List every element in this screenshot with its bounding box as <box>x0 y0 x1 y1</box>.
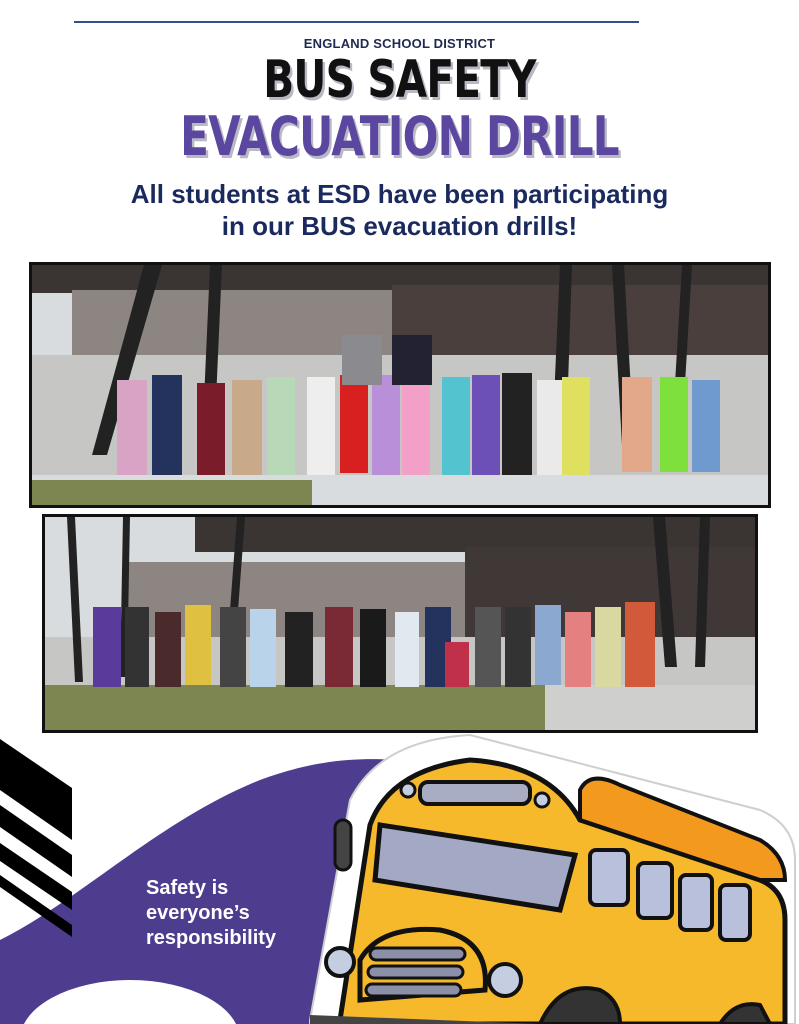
slogan-line-3: responsibility <box>146 927 277 949</box>
subtitle <box>0 178 799 242</box>
older-students-group-photo <box>42 514 758 733</box>
photo-illustration <box>32 265 768 505</box>
elementary-students-group-photo <box>29 262 771 508</box>
subtitle-line-1: All students at ESD have been participating <box>130 179 669 209</box>
title-bus-safety: BUS SAFETY <box>263 50 536 110</box>
header-divider <box>74 21 639 23</box>
subtitle-line-2: in our BUS evacuation drills! <box>221 211 578 241</box>
school-bus-icon <box>290 730 799 1024</box>
slogan-line-1: Safety is <box>146 877 229 899</box>
district-name: ENGLAND SCHOOL DISTRICT <box>303 36 496 51</box>
chevron-arrows-icon <box>0 735 75 945</box>
safety-slogan <box>146 876 276 951</box>
title-evacuation-drill: EVACUATION DRILL <box>180 105 619 168</box>
slogan-line-2: everyone’s <box>146 902 250 924</box>
photo-illustration <box>45 517 755 730</box>
